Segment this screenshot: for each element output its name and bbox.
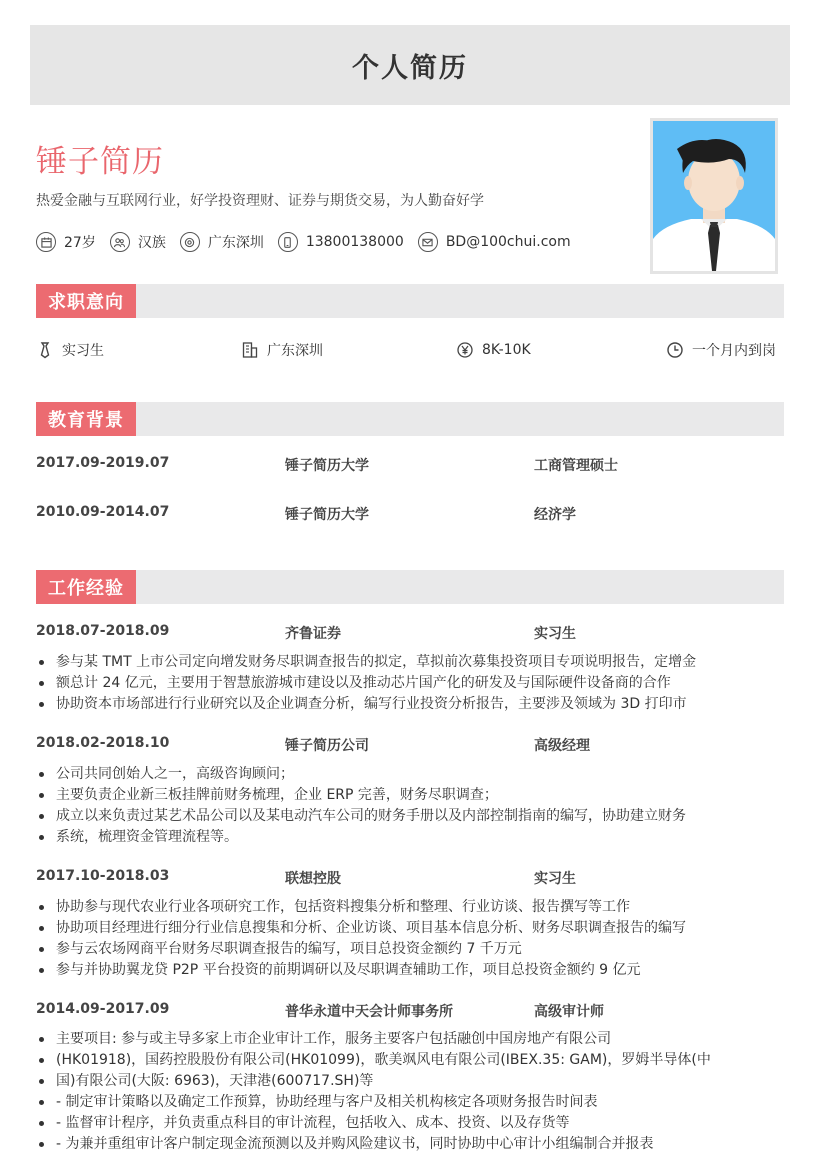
personal-info-row [36,231,585,253]
info-email-text: BD@100chui.com [445,234,571,250]
work-bullet: 参与并协助翼龙贷 P2P 平台投资的前期调研以及尽职调查辅助工作，项目总投资金额约 9 亿元 [36,960,784,981]
work-bullets [36,897,784,981]
work-bullet: - 制定审计策略以及确定工作预算，协助经理与客户及相关机构核定各项财务报告时间表 [36,1092,784,1113]
work-period: 2017.10-2018.03 [36,868,170,884]
work-role: 实习生 [534,626,576,642]
work-bullet: 参与某 TMT 上市公司定向增发财务尽职调查报告的拟定，草拟前次募集投资项目专项说明报告，定增金 [36,652,784,673]
info-phone-text: 13800138000 [305,234,404,250]
job-city-text: 广东深圳 [267,343,323,359]
work-header-row [36,1001,784,1021]
work-bullet: 额总计 24 亿元，主要用于智慧旅游城市建设以及推动芯片国产化的研发及与国际硬件设备商的合作 [36,673,784,694]
work-bullet: - 监督审计程序，并负责重点科目的审计流程，包括收入、成本、投资、以及存货等 [36,1113,784,1134]
info-age [36,232,96,252]
candidate-intro: 热爱金融与互联网行业，好学投资理财、证券与期货交易，为人勤奋好学 [36,193,484,209]
work-bullets [36,1029,784,1155]
job-salary [456,338,531,362]
calendar-icon [36,232,56,252]
work-period: 2018.07-2018.09 [36,623,170,639]
info-ethnicity-text: 汉族 [137,235,166,251]
section-title-education: 教育背景 [36,402,136,436]
work-bullet: 公司共同创始人之一，高级咨询顾问； [36,764,784,785]
work-bullet: 系统，梳理资金管理流程等。 [36,827,784,848]
page-title: 个人简历 [352,52,468,84]
work-bullets [36,652,784,715]
info-ethnicity [110,232,166,252]
location-icon [180,232,200,252]
education-degree: 工商管理硕士 [534,458,618,474]
info-location [180,232,264,252]
work-role: 高级审计师 [534,1004,604,1020]
job-type [36,338,104,362]
work-bullet: 成立以来负责过某艺术品公司以及某电动汽车公司的财务手册以及内部控制指南的编写，协助建立财务 [36,806,784,827]
job-availability-text: 一个月内到岗 [692,343,776,359]
education-row [36,455,784,475]
clock-icon [666,341,684,359]
work-bullet: 主要负责企业新三板挂牌前财务梳理，企业 ERP 完善，财务尽职调查； [36,785,784,806]
work-header-row [36,868,784,888]
education-school: 锤子简历大学 [285,458,369,474]
info-location-text: 广东深圳 [207,235,264,251]
work-role: 实习生 [534,871,576,887]
info-email [418,232,571,252]
work-bullet: 协助参与现代农业行业各项研究工作，包括资料搜集分析和整理、行业访谈、报告撰写等工作 [36,897,784,918]
job-salary-text: 8K-10K [482,342,531,358]
people-icon [110,232,130,252]
work-role: 高级经理 [534,738,590,754]
education-period: 2017.09-2019.07 [36,455,170,471]
work-bullet: - 为兼并重组审计客户制定现金流预测以及并购风险建议书，同时协助中心审计小组编制合并报表 [36,1134,784,1155]
work-bullet: 国)有限公司(大阪: 6963)，天津港(600717.SH)等 [36,1071,784,1092]
work-company: 联想控股 [285,871,341,887]
work-bullet: 参与云农场网商平台财务尽职调查报告的编写，项目总投资金额约 7 千万元 [36,939,784,960]
work-period: 2014.09-2017.09 [36,1001,170,1017]
section-job-intent [36,284,784,318]
education-row [36,504,784,524]
profile-photo [650,118,778,274]
education-degree: 经济学 [534,507,576,523]
candidate-name: 锤子简历 [36,144,164,180]
section-work [36,570,784,604]
job-intent-row [36,338,784,362]
work-bullets [36,764,784,848]
top-banner [30,25,790,105]
work-header-row [36,623,784,643]
avatar-illustration [653,121,775,271]
work-bullet: 主要项目: 参与或主导多家上市企业审计工作，服务主要客户包括融创中国房地产有限公司 [36,1029,784,1050]
info-age-text: 27岁 [64,235,96,251]
mail-icon [418,232,438,252]
work-bullet: 协助项目经理进行细分行业信息搜集和分析、企业访谈、项目基本信息分析、财务尽职调查报告的编写 [36,918,784,939]
job-type-text: 实习生 [62,343,104,359]
work-bullet: 协助资本市场部进行行业研究以及企业调查分析，编写行业投资分析报告，主要涉及领域为 3D 打印市 [36,694,784,715]
phone-icon [278,232,298,252]
work-company: 普华永道中天会计师事务所 [285,1004,453,1020]
building-icon [241,341,259,359]
yen-icon [456,341,474,359]
section-title-work: 工作经验 [36,570,136,604]
info-phone [278,232,404,252]
job-city [241,338,323,362]
tie-icon [36,341,54,359]
work-company: 齐鲁证券 [285,626,341,642]
education-period: 2010.09-2014.07 [36,504,170,520]
work-bullet: (HK01918)，国药控股股份有限公司(HK01099)，歌美飒风电有限公司(IBEX.35: GAM)，罗姆半导体(中 [36,1050,784,1071]
job-availability [666,338,776,362]
section-title-job-intent: 求职意向 [36,284,136,318]
section-education [36,402,784,436]
work-company: 锤子简历公司 [285,738,369,754]
work-header-row [36,735,784,755]
education-school: 锤子简历大学 [285,507,369,523]
work-period: 2018.02-2018.10 [36,735,170,751]
